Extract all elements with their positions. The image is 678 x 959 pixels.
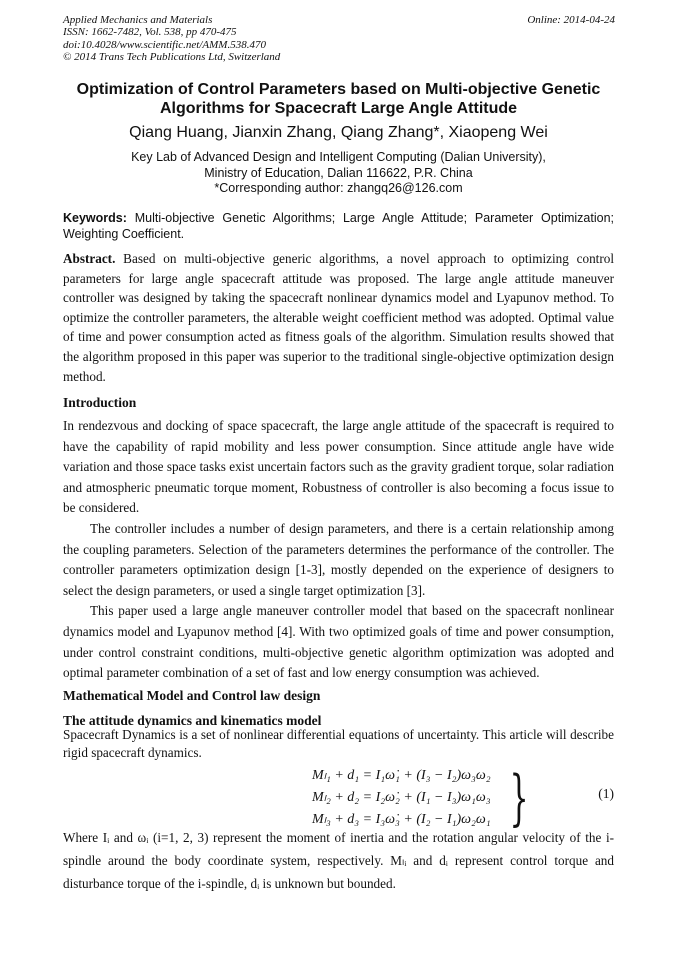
journal-header	[63, 14, 280, 63]
issn: ISSN: 1662-7482, Vol. 538, pp 470-475	[63, 26, 237, 39]
affiliation-line: Ministry of Education, Dalian 116622, P.R. China	[204, 165, 473, 180]
keywords	[63, 210, 614, 242]
paragraph: The controller includes a number of design parameters, and there is a certain relationship among the coupling parameters. Selection of the parameters determines the performance of the controller. The controller parameters optimization design [1-3], mostly depended on the experience of designers to select the design parameters, or used a single target optimization [3].	[63, 520, 614, 598]
affiliation	[63, 150, 614, 197]
section-heading-introduction: Introduction	[63, 395, 137, 410]
online-date: Online: 2014-04-24	[527, 14, 615, 26]
paragraph: Where Iᵢ and ωᵢ (i=1, 2, 3) represent the moment of inertia and the rotation angular velocity of the i-spindle around the body coordinate system, respectively. Mₗᵢ and dᵢ represent control torque and disturbance torque of the i-spindle, dᵢ is unknown but bounded.	[63, 830, 614, 891]
copyright: © 2014 Trans Tech Publications Ltd, Switzerland	[63, 50, 281, 63]
section-heading-math-model: Mathematical Model and Control law design	[63, 688, 321, 703]
corresponding-author: *Corresponding author: zhangq26@126.com	[214, 181, 463, 195]
equation-1	[312, 765, 491, 831]
equation-number: (1)	[598, 786, 614, 801]
abstract-text: Based on multi-objective generic algorithms, a novel approach to optimizing control parameters for large angle spacecraft attitude was proposed. The large angle attitude maneuver controller was designed by taking the spacecraft nonlinear dynamics model and Lyapunov method. To optimize the controller parameters, the alterable weight coefficient method was adopted. Optimal value of time and power consumption acted as fitness goals of the algorithm. Simulation results showed that the algorithm proposed in this paper was superior to the traditional single-objective optimization design method.	[63, 251, 614, 384]
journal-name: Applied Mechanics and Materials	[63, 14, 213, 26]
affiliation-line: Key Lab of Advanced Design and Intelligent Computing (Dalian University),	[131, 150, 546, 164]
abstract	[63, 249, 614, 386]
paragraph: This paper used a large angle maneuver controller model that based on the spacecraft nonlinear dynamics model and Lyapunov method [4]. With two optimized goals of time and power consumption, under control constraint conditions, multi-objective genetic algorithm optimization was adopted and optimal parameter combination of a set of fast and low energy consumption was achieved.	[63, 603, 614, 681]
authors: Qiang Huang, Jianxin Zhang, Qiang Zhang*, Xiaopeng Wei	[129, 124, 548, 141]
equation-line: Mₗ₃ + d₃ = I₃ω̇₃ + (I₂ − I₁)ω₂ω₁	[312, 812, 491, 827]
introduction-body	[63, 416, 614, 684]
equation-line: Mₗ₁ + d₁ = I₁ω̇₁ + (I₃ − I₂)ω₃ω₂	[312, 768, 491, 783]
paragraph: In rendezvous and docking of space spacecraft, the large angle attitude of the spacecraft is required to have the capability of rapid mobility and less power consumption. Since attitude angle have wide variation and those space tasks exist uncertain factors such as the gravity gradient torque, solar radiation and atmospheric pneumatic torque moment, Robustness of controller is also becoming a focus issue to be considered.	[63, 418, 614, 516]
right-brace-icon: }	[509, 763, 529, 833]
paragraph: Spacecraft Dynamics is a set of nonlinear differential equations of uncertainty. This article will describe rigid spacecraft dynamics.	[63, 727, 614, 760]
keywords-label: Keywords:	[63, 211, 127, 225]
abstract-label: Abstract.	[63, 251, 116, 266]
equation-line: Mₗ₂ + d₂ = I₂ω̇₂ + (I₁ − I₃)ω₁ω₃	[312, 790, 491, 805]
subsection-heading: The attitude dynamics and kinematics model	[63, 713, 322, 728]
doi[interactable]: doi:10.4028/www.scientific.net/AMM.538.470	[63, 38, 266, 51]
keywords-text: Multi-objective Genetic Algorithms; Large Angle Attitude; Parameter Optimization; Weighting Coefficient.	[63, 211, 614, 241]
paper-title: Optimization of Control Parameters based on Multi-objective Genetic Algorithms for Spacecraft Large Angle Attitude	[76, 81, 601, 117]
